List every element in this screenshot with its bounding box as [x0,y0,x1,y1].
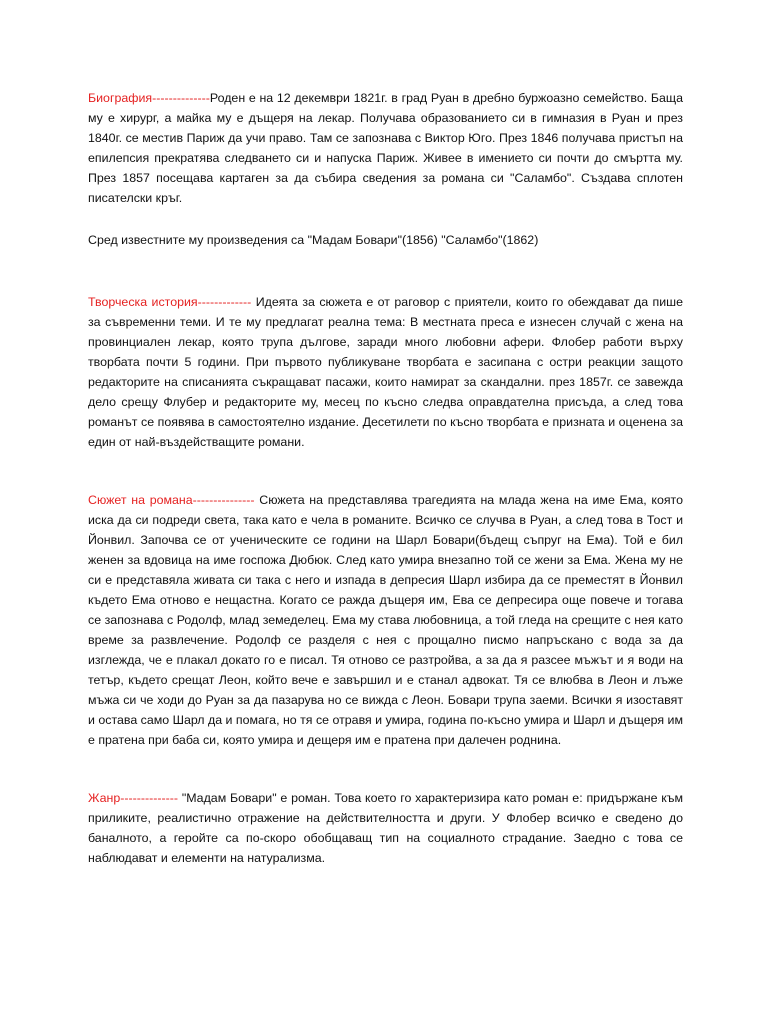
document-body [88,88,683,868]
genre-paragraph [88,788,683,868]
biography-separator: -------------- [152,91,210,105]
works-paragraph [88,230,683,250]
biography-heading: Биография [88,91,153,105]
creative-history-text: Идеята за сюжета е от раговор с приятели, които го обеждават да пише за съвременни теми. И те му предлагат реална тема: В местната преса е изнесен случай с жена на провинциален лекар, която трупа дългове, заради много любовни афери. Флобер работи върху творбата почти 5 години. При първото публикуване творбата е засипана с остри реакции защото редакторите на списанията съкращават пасажи, които намират за скандални. през 1857г. се завежда дело срещу Флубер и редакторите му, месец по късно следва оправдателна присъда, а след това романът се появява в самостоятелно издание. Десетилети по късно творбата е призната и оценена за един от най-въздействащите романи. [88,295,683,449]
genre-text: "Мадам Бовари" е роман. Това което го характеризира като роман е: придържане към приликите, реалистично отражение на действителността и други. У Флобер всичко е сведено до баналното, а геройте са по-скоро обобщаващ тип на социалното страдание. Заедно с това се наблюдават и елементи на натурализма. [88,791,683,865]
genre-heading: Жанр [88,791,121,805]
works-text: Сред известните му произведения са "Мадам Бовари"(1856) "Саламбо"(1862) [88,233,539,247]
creative-history-paragraph [88,292,683,452]
creative-history-heading: Творческа история [88,295,198,309]
plot-heading: Сюжет на романа [88,493,193,507]
biography-paragraph [88,88,683,208]
plot-text: Сюжета на представлява трагедията на млада жена на име Ема, която иска да си подреди света, така като е чела в романите. Всичко се случва в Руан, а след това в Тост и Йонвил. Започва се от ученическите се години на Шарл Бовари(бъдещ съпруг на Ема). Той е бил женен за вдовица на име госпожа Дюбюк. След като умира внезапно той се жени за Ема. Жена му не си е представяла живата си така с него и изпада в депресия Шарл избира да се преместят в Йонвил където Ема отново е нещастна. Когато се ражда дъщеря им, Ева се депресира още повече и тогава се запознава с Родолф, млад земеделец. Ема му става любовница, а той гледа на срещите с нея като време за развлечение. Родолф се разделя с нея с прощално писмо напръскано с вода за да изглежда, че е плакал докато го е писал. Тя отново се разтройва, а за да я разсее мъжът и я води на тетър, където срещат Леон, който вече е завършил и е станал адвокат. Тя се влюбва в Леон и лъже мъжа си че ходи до Руан за да пазарува но се вижда с Леон. Бовари трупа заеми. Всички я изоставят и остава само Шарл да и помага, но тя се отравя и умира, година по-късно умира и Шарл и дъщеря им е пратена при баба си, която умира и дещеря им е пратена при далечен роднина. [88,493,683,747]
creative-history-separator: ------------- [197,295,252,309]
biography-text: Роден е на 12 декември 1821г. в град Руан в дребно буржоазно семейство. Баща му е хирург, а майка му е дъщеря на лекар. Получава образованието си в гимназия в Руан и през 1840г. се местив Париж да учи право. Там се запознава с Виктор Юго. През 1846 получава пристъп на епилепсия прекратява следването си и напуска Париж. Живее в имението си почти до смъртта му. През 1857 посещава картаген за да събира сведения за романа си "Саламбо". Създава сплотен писателски кръг. [88,91,683,205]
plot-paragraph [88,490,683,750]
genre-separator: -------------- [120,791,178,805]
plot-separator: --------------- [192,493,255,507]
